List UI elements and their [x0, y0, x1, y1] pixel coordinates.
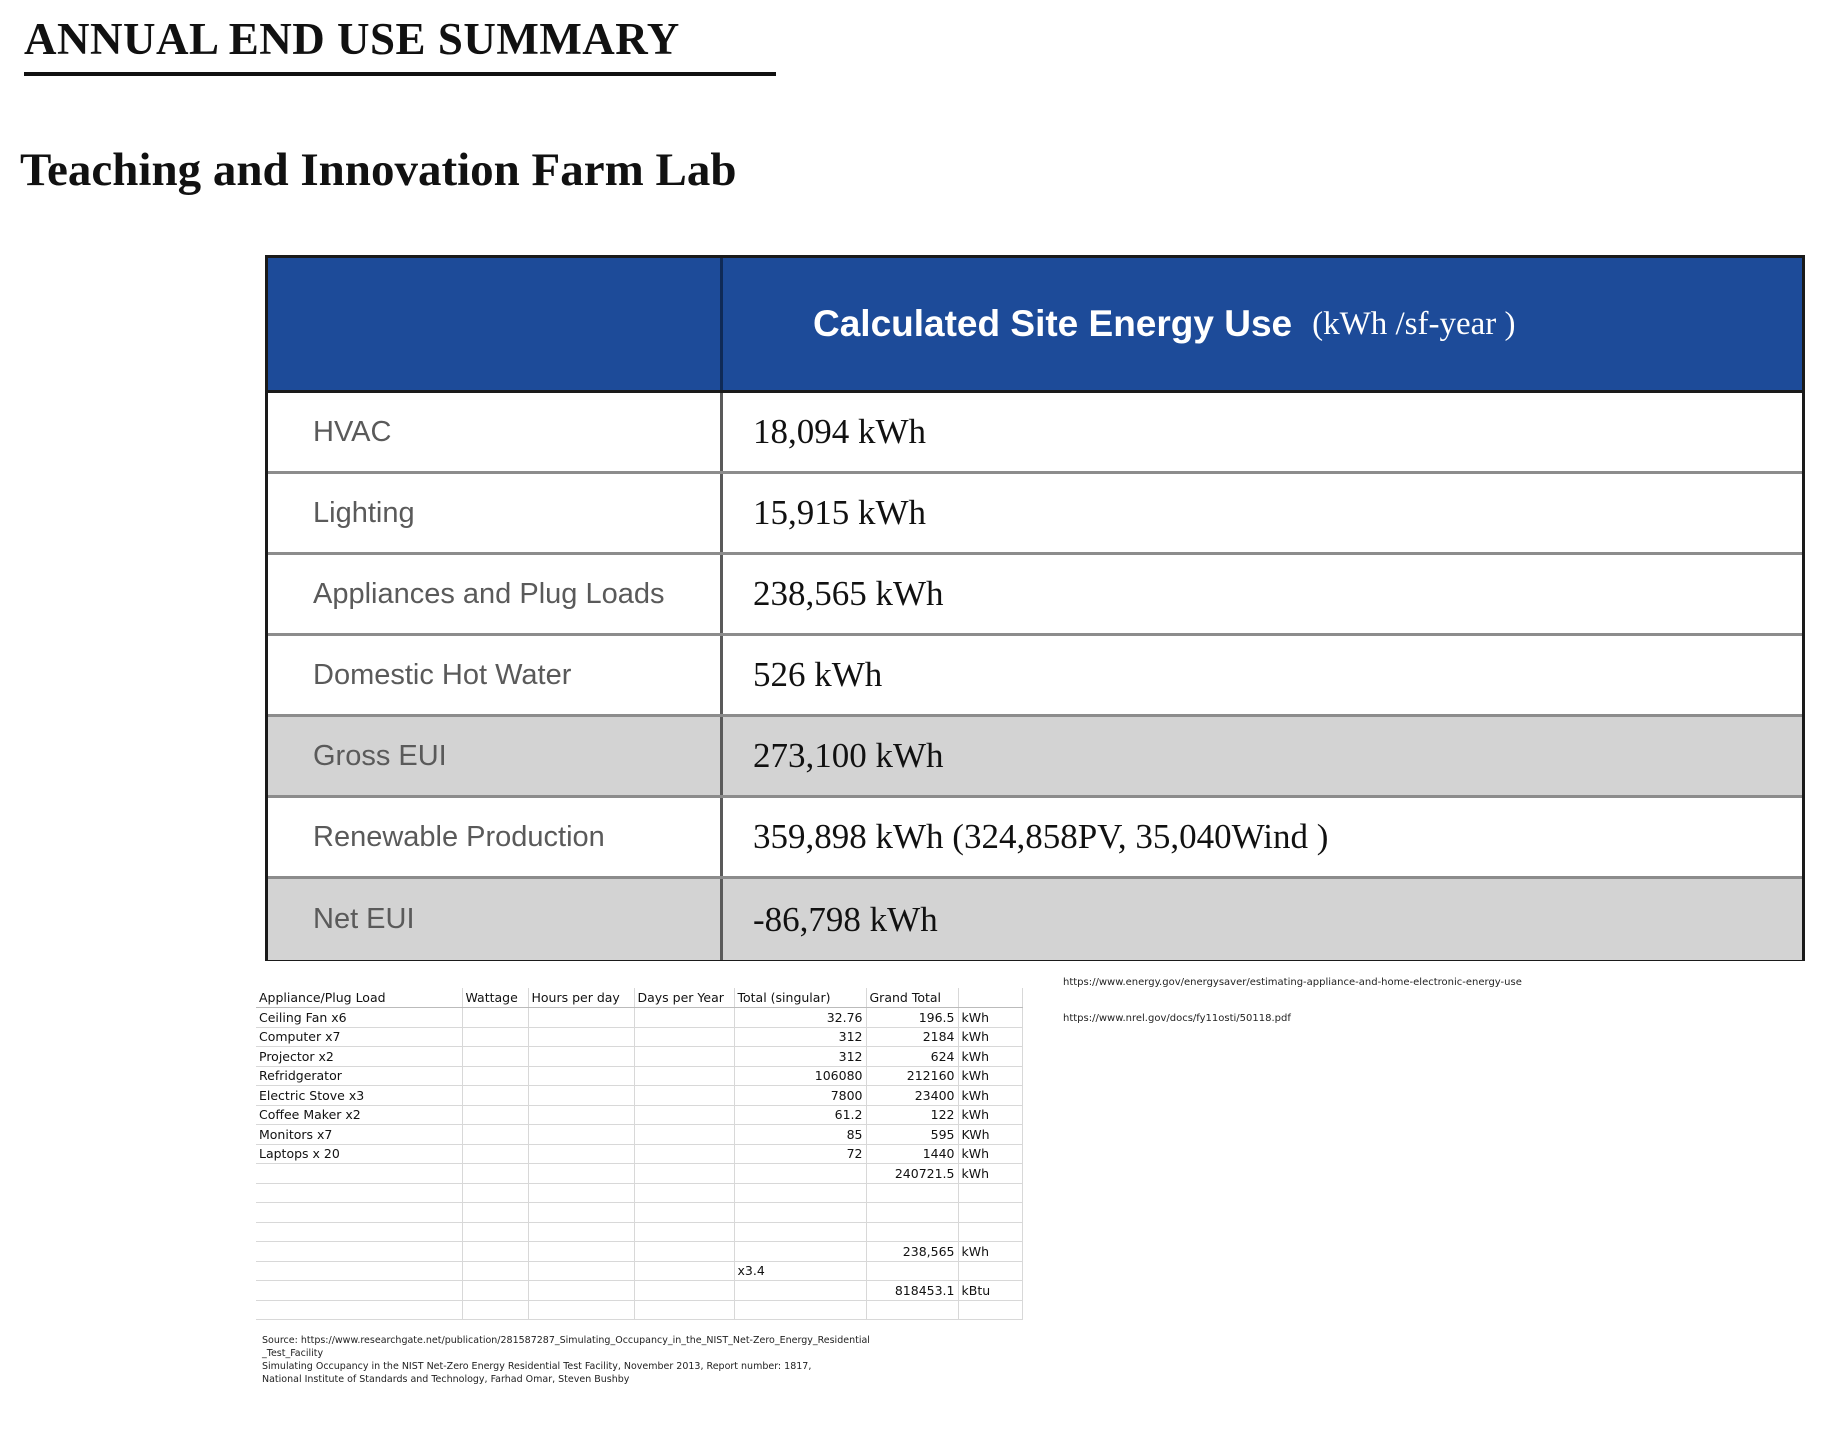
- sheet-cell: [462, 1027, 528, 1047]
- sheet-cell: kWh: [958, 1086, 1022, 1106]
- sheet-cell: [528, 1047, 634, 1067]
- sheet-cell: [866, 1203, 958, 1223]
- sheet-cell: [256, 1222, 462, 1242]
- sheet-row: [256, 1261, 1022, 1281]
- sheet-row: [256, 1203, 1022, 1223]
- sheet-cell: 2184: [866, 1027, 958, 1047]
- sheet-cell: [256, 1261, 462, 1281]
- row-label: Net EUI: [268, 879, 723, 960]
- page-title: ANNUAL END USE SUMMARY: [24, 10, 776, 76]
- sheet-row: [256, 1222, 1022, 1242]
- sheet-cell: [256, 1281, 462, 1301]
- sheet-cell: [462, 1105, 528, 1125]
- sheet-cell: kWh: [958, 1144, 1022, 1164]
- sheet-cell: [256, 1164, 462, 1184]
- sheet-cell: [528, 1222, 634, 1242]
- sheet-cell: [462, 1008, 528, 1028]
- sheet-cell: [462, 1261, 528, 1281]
- sheet-header-cell: Appliance/Plug Load: [256, 988, 462, 1008]
- sheet-row: [256, 1105, 1022, 1125]
- sheet-cell: Refridgerator: [256, 1066, 462, 1086]
- sheet-cell: [958, 1183, 1022, 1203]
- sheet-row: [256, 1144, 1022, 1164]
- sheet-cell: 595: [866, 1125, 958, 1145]
- sheet-cell: [528, 1125, 634, 1145]
- sheet-cell: [462, 1242, 528, 1262]
- table-header: [268, 258, 1802, 393]
- sheet-cell: [528, 1144, 634, 1164]
- row-label: Renewable Production: [268, 798, 723, 876]
- row-value: -86,798 kWh: [753, 899, 938, 939]
- sheet-row: [256, 1164, 1022, 1184]
- source-line: _Test_Facility: [262, 1348, 324, 1359]
- sheet-cell: [958, 1300, 1022, 1320]
- sheet-cell: [734, 1242, 866, 1262]
- sheet-cell: [634, 1125, 734, 1145]
- reference-links: [1063, 977, 1522, 1049]
- sheet-row: [256, 1281, 1022, 1301]
- source-line: National Institute of Standards and Technology, Farhad Omar, Steven Bushby: [262, 1374, 630, 1385]
- sheet-cell: [634, 1222, 734, 1242]
- sheet-cell: 122: [866, 1105, 958, 1125]
- sheet-cell: [734, 1203, 866, 1223]
- energy-use-table: [265, 255, 1805, 961]
- sheet-cell: [528, 1105, 634, 1125]
- sheet-cell: 85: [734, 1125, 866, 1145]
- sheet-header-cell: Wattage: [462, 988, 528, 1008]
- row-label: Appliances and Plug Loads: [268, 555, 723, 633]
- sheet-row: [256, 1047, 1022, 1067]
- sheet-row: [256, 1183, 1022, 1203]
- sheet-row: [256, 1300, 1022, 1320]
- row-label: Lighting: [268, 474, 723, 552]
- sheet-cell: Monitors x7: [256, 1125, 462, 1145]
- sheet-cell: [462, 1281, 528, 1301]
- sheet-cell: [462, 1125, 528, 1145]
- sheet-cell: 312: [734, 1047, 866, 1067]
- sheet-cell: [462, 1164, 528, 1184]
- sheet-cell: [634, 1164, 734, 1184]
- sheet-cell: [634, 1027, 734, 1047]
- sheet-cell: 212160: [866, 1066, 958, 1086]
- sheet-cell: [462, 1222, 528, 1242]
- sheet-cell: [256, 1300, 462, 1320]
- sheet-cell: Laptops x 20: [256, 1144, 462, 1164]
- row-value: 18,094 kWh: [753, 412, 927, 451]
- sheet-cell: [634, 1066, 734, 1086]
- sheet-cell: 196.5: [866, 1008, 958, 1028]
- sheet-cell: [462, 1066, 528, 1086]
- header-title: Calculated Site Energy Use: [813, 303, 1293, 344]
- sheet-cell: [734, 1300, 866, 1320]
- sheet-cell: [634, 1242, 734, 1262]
- sheet-cell: [634, 1183, 734, 1203]
- table-row-hvac: [268, 393, 1802, 474]
- sheet-cell: Computer x7: [256, 1027, 462, 1047]
- sheet-cell: [256, 1242, 462, 1262]
- source-line: Source: https://www.researchgate.net/publication/281587287_Simulating_Occupancy_in_the_NIST_Net-Zero_Energy_Residential: [262, 1335, 870, 1346]
- sheet-header-cell: [958, 988, 1022, 1008]
- sheet-cell: 32.76: [734, 1008, 866, 1028]
- sheet-cell: [528, 1281, 634, 1301]
- sheet-cell: [528, 1164, 634, 1184]
- sheet-cell: [634, 1047, 734, 1067]
- sheet-row: [256, 1008, 1022, 1028]
- row-value: 238,565 kWh: [753, 574, 944, 613]
- sheet-cell: [462, 1183, 528, 1203]
- row-value: 15,915 kWh: [753, 493, 927, 532]
- sheet-cell: [634, 1203, 734, 1223]
- sheet-cell: Coffee Maker x2: [256, 1105, 462, 1125]
- sheet-header-row: [256, 988, 1022, 1008]
- sheet-cell: x3.4: [734, 1261, 866, 1281]
- sheet-cell: Electric Stove x3: [256, 1086, 462, 1106]
- sheet-cell: [634, 1281, 734, 1301]
- sheet-row: [256, 1086, 1022, 1106]
- sheet-cell: 1440: [866, 1144, 958, 1164]
- header-unit: (kWh /sf-year ): [1312, 305, 1516, 342]
- sheet-cell: 312: [734, 1027, 866, 1047]
- sheet-cell: kWh: [958, 1008, 1022, 1028]
- source-line: Simulating Occupancy in the NIST Net-Zero Energy Residential Test Facility, November 2013, Report number: 1817,: [262, 1361, 812, 1372]
- sheet-cell: 240721.5: [866, 1164, 958, 1184]
- sheet-cell: 23400: [866, 1086, 958, 1106]
- row-label: Gross EUI: [268, 717, 723, 795]
- sheet-cell: kWh: [958, 1047, 1022, 1067]
- sheet-cell: [256, 1183, 462, 1203]
- sheet-cell: [528, 1008, 634, 1028]
- table-row-net-eui: [268, 879, 1802, 960]
- header-empty-cell: [268, 258, 723, 390]
- sheet-cell: [528, 1203, 634, 1223]
- row-value: 359,898 kWh (324,858PV, 35,040Wind ): [753, 817, 1329, 856]
- sheet-cell: kWh: [958, 1027, 1022, 1047]
- sheet-cell: [958, 1222, 1022, 1242]
- header-cell: [723, 258, 1802, 390]
- row-label: HVAC: [268, 393, 723, 471]
- table-row-lighting: [268, 474, 1802, 555]
- sheet-header-cell: Hours per day: [528, 988, 634, 1008]
- sheet-cell: 106080: [734, 1066, 866, 1086]
- sheet-cell: [734, 1281, 866, 1301]
- sheet-cell: [528, 1261, 634, 1281]
- sheet-cell: kWh: [958, 1164, 1022, 1184]
- table-row-gross-eui: [268, 717, 1802, 798]
- sheet-cell: kWh: [958, 1105, 1022, 1125]
- sheet-cell: [528, 1066, 634, 1086]
- sheet-cell: [866, 1261, 958, 1281]
- sheet-cell: 624: [866, 1047, 958, 1067]
- reference-link[interactable]: https://www.nrel.gov/docs/fy11osti/50118.pdf: [1063, 1013, 1291, 1024]
- sheet-cell: [866, 1300, 958, 1320]
- sheet-cell: [866, 1183, 958, 1203]
- reference-link[interactable]: https://www.energy.gov/energysaver/estimating-appliance-and-home-electronic-energy-use: [1063, 977, 1522, 988]
- sheet-cell: [462, 1086, 528, 1106]
- sheet-cell: KWh: [958, 1125, 1022, 1145]
- page-subtitle: Teaching and Innovation Farm Lab: [20, 144, 737, 196]
- sheet-cell: [734, 1183, 866, 1203]
- sheet-cell: 72: [734, 1144, 866, 1164]
- row-label: Domestic Hot Water: [268, 636, 723, 714]
- sheet-cell: [462, 1300, 528, 1320]
- sheet-cell: [958, 1203, 1022, 1223]
- sheet-cell: [634, 1086, 734, 1106]
- sheet-cell: [528, 1086, 634, 1106]
- table-row-hot-water: [268, 636, 1802, 717]
- sheet-cell: [462, 1203, 528, 1223]
- sheet-row: [256, 1066, 1022, 1086]
- sheet-cell: 238,565: [866, 1242, 958, 1262]
- sheet-cell: [528, 1027, 634, 1047]
- sheet-row: [256, 1242, 1022, 1262]
- sheet-cell: 7800: [734, 1086, 866, 1106]
- sheet-cell: [256, 1203, 462, 1223]
- sheet-cell: [866, 1222, 958, 1242]
- sheet-cell: Projector x2: [256, 1047, 462, 1067]
- sheet-cell: 61.2: [734, 1105, 866, 1125]
- plug-load-spreadsheet: [256, 988, 1023, 1320]
- sheet-row: [256, 1125, 1022, 1145]
- sheet-cell: [528, 1300, 634, 1320]
- row-value: 273,100 kWh: [753, 736, 944, 775]
- sheet-header-cell: Grand Total: [866, 988, 958, 1008]
- sheet-cell: [958, 1261, 1022, 1281]
- sheet-cell: kWh: [958, 1242, 1022, 1262]
- sheet-cell: [734, 1222, 866, 1242]
- sheet-row: [256, 1027, 1022, 1047]
- sheet-cell: [634, 1144, 734, 1164]
- sheet-cell: [634, 1105, 734, 1125]
- sheet-header-cell: Total (singular): [734, 988, 866, 1008]
- row-value: 526 kWh: [753, 655, 883, 694]
- sheet-cell: [634, 1008, 734, 1028]
- source-citation: [262, 1334, 902, 1386]
- sheet-cell: kBtu: [958, 1281, 1022, 1301]
- sheet-cell: kWh: [958, 1066, 1022, 1086]
- sheet-cell: 818453.1: [866, 1281, 958, 1301]
- sheet-header-cell: Days per Year: [634, 988, 734, 1008]
- sheet-cell: [528, 1242, 634, 1262]
- table-row-appliances: [268, 555, 1802, 636]
- sheet-cell: [734, 1164, 866, 1184]
- sheet-cell: Ceiling Fan x6: [256, 1008, 462, 1028]
- sheet-cell: [462, 1047, 528, 1067]
- sheet-cell: [634, 1300, 734, 1320]
- table-row-renewable: [268, 798, 1802, 879]
- sheet-cell: [634, 1261, 734, 1281]
- sheet-cell: [462, 1144, 528, 1164]
- sheet-cell: [528, 1183, 634, 1203]
